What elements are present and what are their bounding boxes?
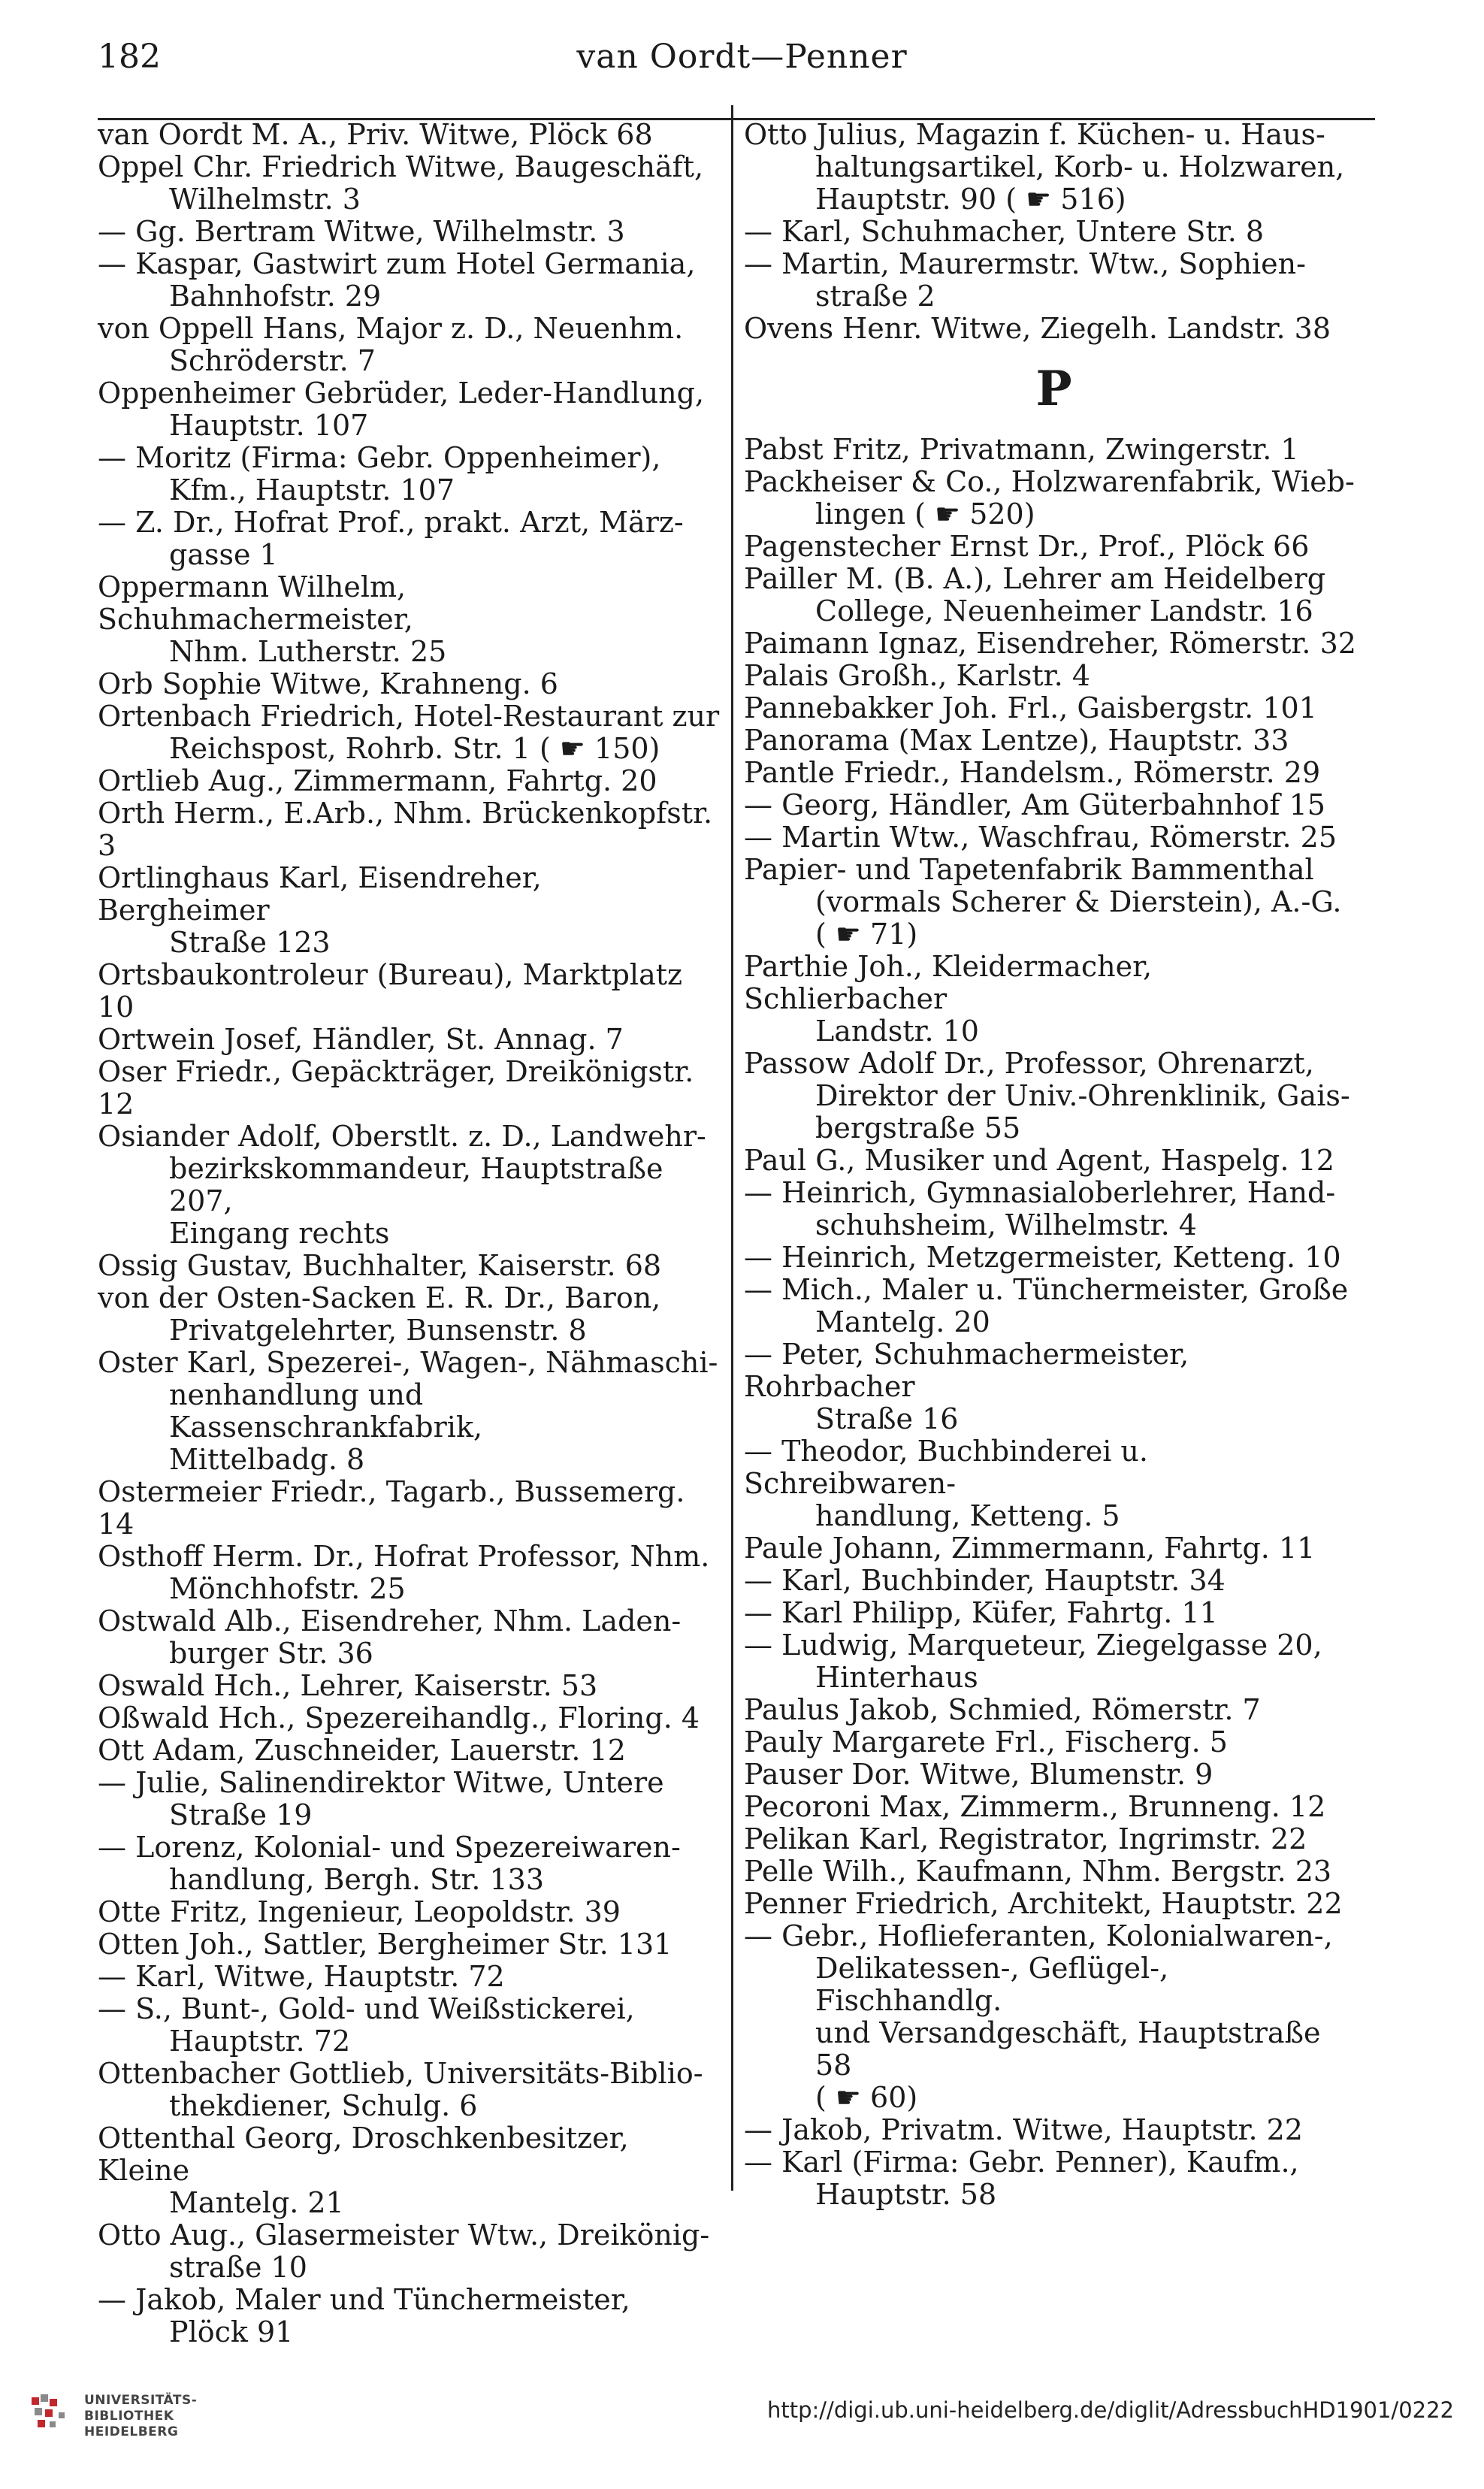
entry-name-line: Pantle Friedr., Handelsm., Römerstr. 29	[744, 756, 1321, 789]
entry-name-line: Oppermann Wilhelm, Schuhmachermeister,	[98, 570, 413, 636]
right-column	[744, 119, 1364, 2211]
right-column-p-entries	[744, 434, 1364, 2211]
directory-entry	[744, 1274, 1364, 1338]
directory-entry	[98, 442, 721, 507]
directory-entry	[744, 1597, 1364, 1629]
entry-continuation-line: Plöck 91	[169, 2315, 294, 2348]
entry-name-line: Otten Joh., Sattler, Bergheimer Str. 131	[98, 1928, 672, 1961]
entry-name-line: — Gg. Bertram Witwe, Wilhelmstr. 3	[98, 215, 625, 248]
directory-entry	[98, 1993, 721, 2058]
directory-entry	[98, 248, 721, 313]
entry-continuation-line: burger Str. 36	[169, 1637, 373, 1670]
directory-entry	[98, 2122, 721, 2219]
directory-entry	[98, 959, 721, 1024]
entry-continuation-line: Mönchhofstr. 25	[169, 1572, 406, 1605]
library-logo	[30, 2390, 207, 2461]
column-divider	[731, 105, 733, 2191]
directory-entry	[744, 951, 1364, 1048]
entry-name-line: van Oordt M. A., Priv. Witwe, Plöck 68	[98, 118, 653, 151]
entry-name-line: Pauly Margarete Frl., Fischerg. 5	[744, 1725, 1228, 1759]
directory-entry	[744, 854, 1364, 951]
directory-entry	[98, 1831, 721, 1896]
entry-name-line: — Karl (Firma: Gebr. Penner), Kaufm.,	[744, 2146, 1299, 2179]
entry-continuation-line: Straße 123	[169, 926, 331, 959]
entry-continuation-line: Mantelg. 21	[169, 2186, 344, 2219]
entry-name-line: Panorama (Max Lentze), Hauptstr. 33	[744, 724, 1289, 757]
entry-name-line: — Georg, Händler, Am Güterbahnhof 15	[744, 788, 1325, 821]
directory-entry	[744, 313, 1364, 345]
entry-name-line: Oppel Chr. Friedrich Witwe, Baugeschäft,	[98, 150, 704, 183]
directory-entry	[98, 1121, 721, 1250]
entry-name-line: — Jakob, Maler und Tünchermeister,	[98, 2283, 630, 2316]
entry-name-line: — Heinrich, Gymnasialoberlehrer, Hand-	[744, 1176, 1336, 1209]
entry-name-line: Osthoff Herm. Dr., Hofrat Professor, Nhm.	[98, 1540, 710, 1573]
directory-entry	[98, 1056, 721, 1121]
running-head: van Oordt—Penner	[576, 38, 908, 76]
entry-name-line: Pauser Dor. Witwe, Blumenstr. 9	[744, 1758, 1213, 1791]
directory-entry	[744, 1694, 1364, 1726]
directory-entry	[98, 151, 721, 216]
entry-name-line: — Karl, Schuhmacher, Untere Str. 8	[744, 215, 1265, 248]
entry-continuation-line: Landstr. 10	[815, 1015, 979, 1048]
entry-name-line: Ortenbach Friedrich, Hotel-Restaurant zur	[98, 700, 720, 733]
entry-continuation-line: Straße 19	[169, 1798, 313, 1831]
directory-entry	[744, 216, 1364, 248]
entry-continuation-line: straße 2	[815, 280, 935, 313]
directory-entry	[98, 1928, 721, 1961]
entry-name-line: Ott Adam, Zuschneider, Lauerstr. 12	[98, 1734, 626, 1767]
entry-continuation-line: Hauptstr. 107	[169, 409, 369, 442]
entry-name-line: Pabst Fritz, Privatmann, Zwingerstr. 1	[744, 433, 1299, 466]
entry-name-line: Ottenthal Georg, Droschkenbesitzer, Kleine	[98, 2122, 629, 2187]
entry-continuation-line: schuhsheim, Wilhelmstr. 4	[815, 1208, 1197, 1241]
directory-entry	[98, 1896, 721, 1928]
entry-continuation-line: handlung, Bergh. Str. 133	[169, 1863, 545, 1896]
entry-name-line: — Lorenz, Kolonial- und Spezereiwaren-	[98, 1831, 681, 1864]
directory-entry	[98, 2058, 721, 2122]
entry-name-line: von Oppell Hans, Major z. D., Neuenhm.	[98, 312, 684, 345]
directory-entry	[98, 377, 721, 442]
entry-continuation-line: (vormals Scherer & Dierstein), A.-G.	[815, 885, 1342, 918]
directory-entry	[744, 660, 1364, 692]
entry-name-line: Oster Karl, Spezerei-, Wagen-, Nähmaschi-	[98, 1346, 718, 1379]
directory-entry	[744, 466, 1364, 531]
entry-name-line: Penner Friedrich, Architekt, Hauptstr. 22	[744, 1887, 1343, 1920]
entry-name-line: Oßwald Hch., Spezereihandlg., Floring. 4	[98, 1701, 700, 1734]
directory-entry	[98, 668, 721, 700]
directory-entry	[98, 1734, 721, 1767]
directory-entry	[744, 563, 1364, 628]
entry-name-line: Ottenbacher Gottlieb, Universitäts-Biblio-	[98, 2057, 703, 2090]
entry-name-line: Parthie Joh., Kleidermacher, Schlierbacher	[744, 950, 1153, 1015]
directory-entry	[98, 1605, 721, 1670]
entry-continuation-line: Hauptstr. 72	[169, 2025, 351, 2058]
directory-entry	[744, 1565, 1364, 1597]
entry-name-line: — Karl, Buchbinder, Hauptstr. 34	[744, 1564, 1226, 1597]
directory-entry	[98, 1961, 721, 1993]
entry-name-line: Ortsbaukontroleur (Bureau), Marktplatz 10	[98, 958, 683, 1024]
entry-name-line: Otte Fritz, Ingenieur, Leopoldstr. 39	[98, 1895, 621, 1928]
entry-continuation-line: handlung, Ketteng. 5	[815, 1499, 1120, 1532]
entry-name-line: Ostwald Alb., Eisendreher, Nhm. Laden-	[98, 1604, 682, 1638]
directory-entry	[98, 1702, 721, 1734]
directory-entry	[98, 862, 721, 959]
directory-entry	[744, 1855, 1364, 1888]
directory-entry	[744, 1048, 1364, 1145]
entry-continuation-line: Wilhelmstr. 3	[169, 183, 361, 216]
entry-continuation-line: Straße 16	[815, 1402, 959, 1435]
source-url[interactable]: http://digi.ub.uni-heidelberg.de/diglit/AdressbuchHD1901/0222	[766, 2397, 1454, 2423]
entry-name-line: — Gebr., Hoflieferanten, Kolonialwaren-,	[744, 1919, 1333, 1952]
entry-name-line: — Heinrich, Metzgermeister, Ketteng. 10	[744, 1241, 1341, 1274]
directory-entry	[98, 1024, 721, 1056]
entry-continuation-line: nenhandlung und Kassenschrankfabrik,	[169, 1378, 483, 1444]
entry-continuation-line: Hinterhaus	[815, 1661, 978, 1694]
directory-entry	[744, 1791, 1364, 1823]
entry-continuation-line: lingen ( ☛ 520)	[815, 497, 1035, 531]
entry-name-line: — Mich., Maler u. Tünchermeister, Große	[744, 1273, 1349, 1306]
entry-name-line: Pelikan Karl, Registrator, Ingrimstr. 22	[744, 1822, 1307, 1855]
entry-name-line: Papier- und Tapetenfabrik Bammenthal	[744, 853, 1314, 886]
entry-name-line: — Karl Philipp, Küfer, Fahrtg. 11	[744, 1596, 1218, 1629]
entry-name-line: Paulus Jakob, Schmied, Römerstr. 7	[744, 1693, 1261, 1726]
directory-entry	[98, 1541, 721, 1605]
directory-entry	[98, 571, 721, 668]
directory-entry	[744, 1145, 1364, 1177]
entry-name-line: — Theodor, Buchbinderei u. Schreibwaren-	[744, 1435, 1148, 1500]
entry-continuation-line: Mantelg. 20	[815, 1305, 990, 1338]
entry-name-line: Ortlinghaus Karl, Eisendreher, Bergheimer	[98, 861, 542, 927]
directory-entry	[98, 1250, 721, 1282]
directory-entry	[744, 1823, 1364, 1855]
entry-name-line: — Martin Wtw., Waschfrau, Römerstr. 25	[744, 821, 1337, 854]
entry-name-line: Oppenheimer Gebrüder, Leder-Handlung,	[98, 377, 705, 410]
directory-entry	[98, 507, 721, 571]
entry-name-line: Oser Friedr., Gepäckträger, Dreikönigstr. 12	[98, 1055, 694, 1121]
entry-name-line: — Moritz (Firma: Gebr. Oppenheimer),	[98, 441, 661, 474]
directory-entry	[98, 1476, 721, 1541]
entry-name-line: von der Osten-Sacken E. R. Dr., Baron,	[98, 1281, 661, 1314]
entry-name-line: — Julie, Salinendirektor Witwe, Untere	[98, 1766, 664, 1799]
directory-entry	[744, 1177, 1364, 1241]
directory-entry	[744, 2146, 1364, 2211]
right-column-o-entries	[744, 119, 1364, 345]
directory-entry	[744, 248, 1364, 313]
entry-continuation-line: College, Neuenheimer Landstr. 16	[815, 594, 1313, 628]
left-column	[98, 119, 721, 2348]
entry-name-line: Ortlieb Aug., Zimmermann, Fahrtg. 20	[98, 764, 657, 797]
library-seal-icon	[30, 2391, 75, 2436]
entry-continuation-line: Nhm. Lutherstr. 25	[169, 635, 447, 668]
directory-entry	[98, 797, 721, 862]
entry-continuation-line: thekdiener, Schulg. 6	[169, 2089, 478, 2122]
entry-name-line: Ostermeier Friedr., Tagarb., Bussemerg. 14	[98, 1475, 685, 1541]
entry-continuation-line: ( ☛ 71)	[815, 918, 918, 951]
directory-entry	[98, 1347, 721, 1476]
entry-name-line: Pannebakker Joh. Frl., Gaisbergstr. 101	[744, 691, 1317, 724]
entry-name-line: Ovens Henr. Witwe, Ziegelh. Landstr. 38	[744, 312, 1331, 345]
entry-continuation-line: Delikatessen-, Geflügel-, Fischhandlg.	[815, 1952, 1169, 2017]
entry-continuation-line: Schröderstr. 7	[169, 344, 376, 377]
directory-entry	[744, 789, 1364, 821]
directory-entry	[98, 2284, 721, 2348]
entry-name-line: Paul G., Musiker und Agent, Haspelg. 12	[744, 1144, 1334, 1177]
entry-name-line: — Jakob, Privatm. Witwe, Hauptstr. 22	[744, 2113, 1303, 2146]
entry-name-line: — Z. Dr., Hofrat Prof., prakt. Arzt, März-	[98, 506, 684, 539]
entry-name-line: Orth Herm., E.Arb., Nhm. Brückenkopfstr. 3	[98, 797, 713, 862]
entry-name-line: Ortwein Josef, Händler, St. Annag. 7	[98, 1023, 624, 1056]
directory-entry	[98, 1767, 721, 1831]
page-header	[0, 32, 1484, 99]
entry-name-line: Otto Aug., Glasermeister Wtw., Dreikönig-	[98, 2218, 710, 2252]
entry-name-line: Pailler M. (B. A.), Lehrer am Heidelberg	[744, 562, 1326, 595]
entry-name-line: Orb Sophie Witwe, Krahneng. 6	[98, 667, 558, 700]
entry-continuation-line: haltungsartikel, Korb- u. Holzwaren,	[815, 150, 1345, 183]
entry-continuation-line: und Versandgeschäft, Hauptstraße 58	[815, 2016, 1321, 2082]
entry-continuation-line: Mittelbadg. 8	[169, 1443, 365, 1476]
directory-entry	[744, 724, 1364, 757]
entry-name-line: — Karl, Witwe, Hauptstr. 72	[98, 1960, 505, 1993]
entry-continuation-line: Direktor der Univ.-Ohrenklinik, Gais-	[815, 1079, 1350, 1112]
directory-entry	[98, 765, 721, 797]
directory-entry	[744, 821, 1364, 854]
directory-entry	[744, 1241, 1364, 1274]
directory-entry	[744, 1435, 1364, 1532]
directory-entry	[744, 119, 1364, 216]
entry-continuation-line: ( ☛ 60)	[815, 2081, 918, 2114]
entry-continuation-line: bergstraße 55	[815, 1111, 1021, 1145]
entry-name-line: Packheiser & Co., Holzwarenfabrik, Wieb-	[744, 465, 1355, 498]
entry-continuation-line: Kfm., Hauptstr. 107	[169, 473, 455, 507]
directory-entry	[744, 1726, 1364, 1759]
directory-entry	[744, 531, 1364, 563]
library-logo-text: UNIVERSITÄTS- BIBLIOTHEK HEIDELBERG	[84, 2393, 198, 2439]
page-footer	[0, 2358, 1484, 2489]
entry-continuation-line: straße 10	[169, 2251, 307, 2284]
directory-entry	[744, 1920, 1364, 2114]
entry-continuation-line: Reichspost, Rohrb. Str. 1 ( ☛ 150)	[169, 732, 660, 765]
directory-entry	[98, 2219, 721, 2284]
directory-entry	[744, 2114, 1364, 2146]
entry-continuation-line: Eingang rechts	[169, 1217, 390, 1250]
entry-continuation-line: bezirkskommandeur, Hauptstraße 207,	[169, 1152, 663, 1217]
entry-name-line: Pecoroni Max, Zimmerm., Brunneng. 12	[744, 1790, 1326, 1823]
entry-continuation-line: Bahnhofstr. 29	[169, 280, 382, 313]
entry-name-line: Paimann Ignaz, Eisendreher, Römerstr. 32	[744, 627, 1356, 660]
directory-entry	[744, 1532, 1364, 1565]
entry-name-line: — Martin, Maurermstr. Wtw., Sophien-	[744, 247, 1306, 280]
entry-name-line: — Kaspar, Gastwirt zum Hotel Germania,	[98, 247, 696, 280]
entry-name-line: Palais Großh., Karlstr. 4	[744, 659, 1091, 692]
directory-entry	[98, 1282, 721, 1347]
directory-entry	[98, 216, 721, 248]
entry-name-line: — Peter, Schuhmachermeister, Rohrbacher	[744, 1338, 1189, 1403]
entry-name-line: Otto Julius, Magazin f. Küchen- u. Haus-	[744, 118, 1325, 151]
directory-entry	[744, 1888, 1364, 1920]
entry-continuation-line: gasse 1	[169, 538, 278, 571]
entry-name-line: Passow Adolf Dr., Professor, Ohrenarzt,	[744, 1047, 1314, 1080]
directory-entry	[98, 313, 721, 377]
page-number: 182	[98, 38, 161, 76]
entry-name-line: Osiander Adolf, Oberstlt. z. D., Landwehr-	[98, 1120, 706, 1153]
entry-name-line: Oswald Hch., Lehrer, Kaiserstr. 53	[98, 1669, 598, 1702]
entry-continuation-line: Hauptstr. 58	[815, 2178, 997, 2211]
entry-continuation-line: Privatgelehrter, Bunsenstr. 8	[169, 1314, 587, 1347]
directory-entry	[744, 1338, 1364, 1435]
entry-name-line: Pelle Wilh., Kaufmann, Nhm. Bergstr. 23	[744, 1855, 1332, 1888]
section-letter: P	[1035, 361, 1072, 417]
directory-entry	[744, 692, 1364, 724]
directory-entry	[744, 434, 1364, 466]
directory-entry	[98, 1670, 721, 1702]
directory-entry	[744, 757, 1364, 789]
directory-entry	[98, 700, 721, 765]
directory-entry	[744, 1759, 1364, 1791]
entry-name-line: Paule Johann, Zimmermann, Fahrtg. 11	[744, 1532, 1316, 1565]
directory-entry	[98, 119, 721, 151]
directory-entry	[744, 628, 1364, 660]
entry-name-line: — Ludwig, Marqueteur, Ziegelgasse 20,	[744, 1629, 1322, 1662]
entry-name-line: Ossig Gustav, Buchhalter, Kaiserstr. 68	[98, 1249, 662, 1282]
directory-entry	[744, 1629, 1364, 1694]
entry-name-line: — S., Bunt-, Gold- und Weißstickerei,	[98, 1992, 635, 2025]
entry-name-line: Pagenstecher Ernst Dr., Prof., Plöck 66	[744, 530, 1310, 563]
entry-continuation-line: Hauptstr. 90 ( ☛ 516)	[815, 183, 1126, 216]
